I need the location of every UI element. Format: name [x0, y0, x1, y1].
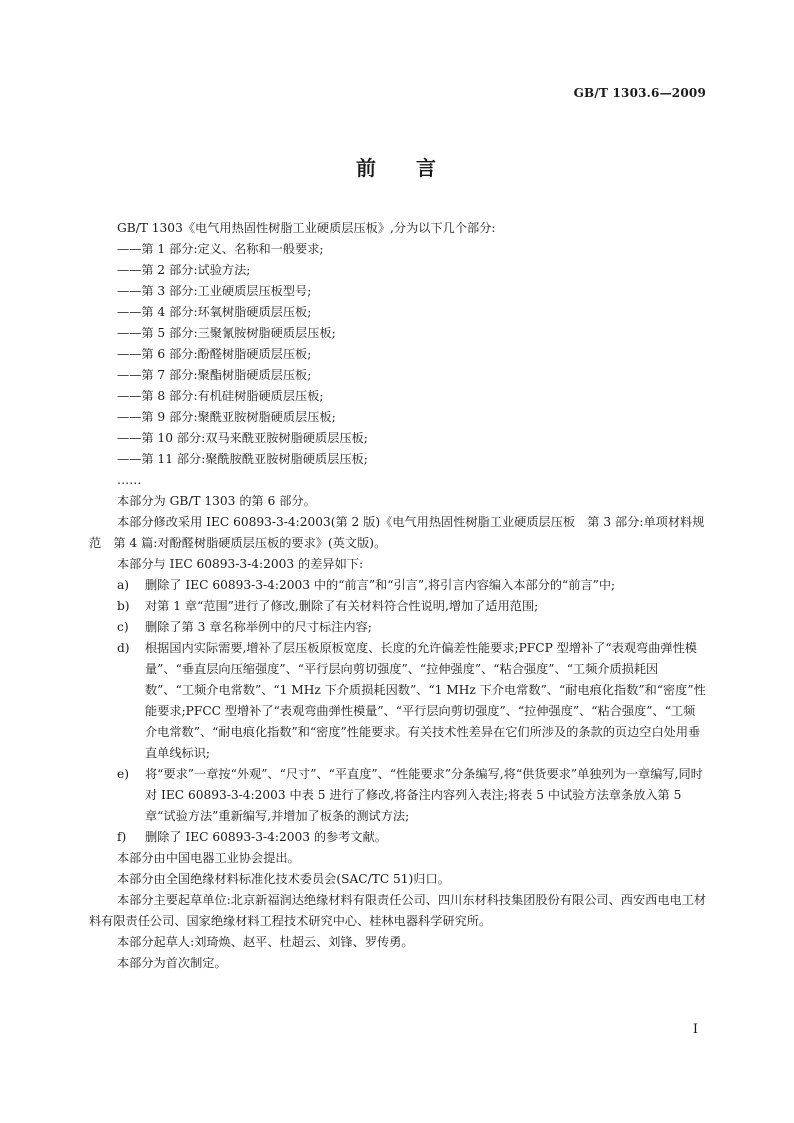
part-item: ——第 10 部分:双马来酰亚胺树脂硬质层压板;: [117, 431, 368, 445]
difference-text: 将“要求”一章按“外观”、“尺寸”、“平直度”、“性能要求”分条编写,将“供货要求”单独列为一章编写,同时对 IEC 60893-3-4:2003 中表 5 进行了修改,将备注内容列入表注;将表 5 中试验方法章条放入第 5 章“试验方法”重新编写,并增加了板条的测试方法;: [145, 767, 703, 823]
part-item: ——第 6 部分:酚醛树脂硬质层压板;: [117, 347, 312, 361]
difference-item: [117, 575, 707, 596]
difference-text: 根据国内实际需要,增补了层压板原板宽度、长度的允许偏差性能要求;PFCP 型增补了“表观弯曲弹性模量”、“垂直层向压缩强度”、“平行层向剪切强度”、“拉伸强度”、“粘合强度”、“工频介质损耗因数”、“工频介电常数”、“1 MHz 下介质损耗因数”、“1 MHz 下介电常数”、“耐电痕化指数”和“密度”性能要求;PFCC 型增补了“表观弯曲弹性模量”、“平行层向剪切强度”、“拉伸强度”、“粘合强度”、“工频介电常数”、“耐电痕化指数”和“密度”性能要求。有关技术性差异在它们所涉及的条款的页边空白处用垂直单线标识;: [145, 641, 706, 760]
difference-label: b): [117, 599, 130, 613]
proposed-paragraph: 本部分由中国电器工业协会提出。: [117, 851, 300, 865]
difference-text: 删除了第 3 章名称举例中的尺寸标注内容;: [145, 620, 372, 634]
part-item: ——第 1 部分:定义、名称和一般要求;: [117, 242, 324, 256]
foreword-content: [89, 218, 707, 974]
title-char-1: 前: [356, 156, 378, 180]
part-item: ——第 2 部分:试验方法;: [117, 263, 251, 277]
page-header: GB/T 1303.6—2009: [573, 86, 706, 100]
difference-item: [117, 764, 707, 827]
ellipsis: ……: [117, 473, 142, 487]
difference-label: a): [117, 578, 130, 592]
centralized-paragraph: 本部分由全国绝缘材料标准化技术委员会(SAC/TC 51)归口。: [117, 872, 450, 886]
part-item: ——第 9 部分:聚酰亚胺树脂硬质层压板;: [117, 410, 336, 424]
difference-item: [117, 827, 707, 848]
drafters-paragraph: 本部分起草人:刘琦焕、赵平、杜超云、刘锋、罗传勇。: [117, 935, 414, 949]
drafting-units-paragraph: 本部分主要起草单位:北京新福润达绝缘材料有限责任公司、四川东材科技集团股份有限公司、西安西电电工材料有限责任公司、国家绝缘材料工程技术研究中心、桂林电器科学研究所。: [89, 893, 707, 928]
difference-text: 删除了 IEC 60893-3-4:2003 中的“前言”和“引言”,将引言内容编入本部分的“前言”中;: [145, 578, 616, 592]
part6-paragraph: 本部分为 GB/T 1303 的第 6 部分。: [117, 494, 316, 508]
part-item: ——第 11 部分:聚酰胺酰亚胺树脂硬质层压板;: [117, 452, 368, 466]
intro-paragraph: GB/T 1303《电气用热固性树脂工业硬质层压板》,分为以下几个部分:: [117, 221, 496, 235]
difference-text: 删除了 IEC 60893-3-4:2003 的参考文献。: [145, 830, 387, 844]
difference-label: d): [117, 641, 130, 655]
page-title: [0, 152, 794, 181]
parts-list: [117, 239, 707, 470]
first-edition-paragraph: 本部分为首次制定。: [117, 956, 227, 970]
difference-item: [117, 617, 707, 638]
difference-label: f): [117, 830, 127, 844]
adoption-paragraph: 本部分修改采用 IEC 60893-3-4:2003(第 2 版)《电气用热固性树脂工业硬质层压板 第 3 部分:单项材料规范 第 4 篇:对酚醛树脂硬质层压板的要求》(英文版)。: [89, 515, 705, 550]
part-item: ——第 7 部分:聚酯树脂硬质层压板;: [117, 368, 312, 382]
difference-label: e): [117, 767, 129, 781]
part-item: ——第 4 部分:环氧树脂硬质层压板;: [117, 305, 312, 319]
difference-label: c): [117, 620, 129, 634]
title-char-2: 言: [416, 156, 438, 180]
differences-intro: 本部分与 IEC 60893-3-4:2003 的差异如下:: [117, 557, 364, 571]
difference-item: [117, 638, 707, 764]
part-item: ——第 8 部分:有机硅树脂硬质层压板;: [117, 389, 324, 403]
part-item: ——第 5 部分:三聚氰胺树脂硬质层压板;: [117, 326, 336, 340]
part-item: ——第 3 部分:工业硬质层压板型号;: [117, 284, 312, 298]
difference-item: [117, 596, 707, 617]
page-number: I: [692, 1022, 698, 1037]
difference-text: 对第 1 章“范围”进行了修改,删除了有关材料符合性说明,增加了适用范围;: [145, 599, 539, 613]
differences-list: [117, 575, 707, 848]
